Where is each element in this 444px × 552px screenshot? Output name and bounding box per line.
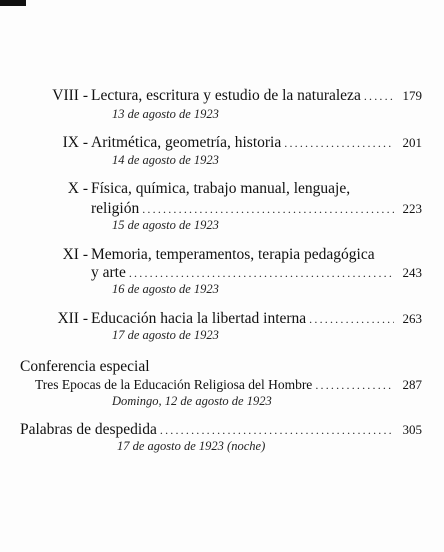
lecture-date: 17 de agosto de 1923 (noche) [117,439,266,453]
chapter-title-line [91,87,422,105]
chapter-number: X - [67,180,88,197]
special-title-line [35,377,422,393]
chapter-number: XI - [62,246,88,263]
lecture-date: Domingo, 12 de agosto de 1923 [112,394,272,408]
chapter-number: IX - [62,134,88,151]
page-number: 201 [402,135,422,150]
lecture-date: 15 de agosto de 1923 [112,218,219,232]
dot-leader [315,378,394,393]
chapter-title-line [91,246,375,264]
page-number: 287 [402,377,422,392]
page-number: 263 [402,311,422,326]
lecture-date: 13 de agosto de 1923 [112,107,219,121]
chapter-title-continued: religión [91,200,140,217]
dot-leader [129,266,394,281]
dot-leader [309,312,394,327]
dot-leader [142,202,394,217]
page-number: 179 [402,88,422,103]
chapter-title-line [91,264,422,282]
chapter-title-continued: y arte [91,264,126,281]
lecture-date: 14 de agosto de 1923 [112,153,219,167]
chapter-title: Educación hacia la libertad interna [91,310,307,327]
chapter-number: XII - [57,310,88,327]
lecture-date: 17 de agosto de 1923 [112,328,219,342]
dot-leader [284,136,394,151]
page-number: 305 [402,422,422,437]
chapter-title-line [91,134,422,152]
chapter-title-line [91,200,422,218]
chapter-title-line [91,180,350,198]
farewell-title-line [20,421,422,439]
page-number: 223 [402,201,422,216]
chapter-title: Aritmética, geometría, historia [91,134,282,151]
dot-leader [160,423,394,438]
special-title: Tres Epocas de la Educación Religiosa del Hombre [35,377,313,392]
chapter-number: VIII - [52,87,88,104]
page-number: 243 [402,265,422,280]
chapter-title: Física, química, trabajo manual, lenguaje, [91,180,351,197]
section-heading: Conferencia especial [20,358,150,375]
lecture-date: 16 de agosto de 1923 [112,282,219,296]
chapter-title-line [91,310,422,328]
farewell-title: Palabras de despedida [20,421,157,438]
chapter-title: Memoria, temperamentos, terapia pedagógica [91,246,375,263]
dot-leader [364,89,394,104]
chapter-title: Lectura, escritura y estudio de la naturaleza [91,87,361,104]
